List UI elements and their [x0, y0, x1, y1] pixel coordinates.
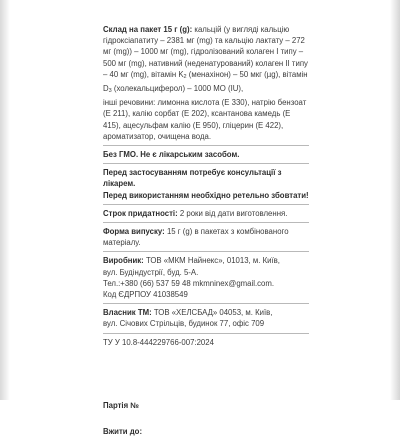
batch-number-row	[103, 400, 309, 411]
tm-owner-line-1	[103, 307, 309, 318]
excipients-paragraph: інші речовини: лимонна кислота (Е 330), натрію бензоат (Е 211), калію сорбат (Е 202), ксантанова камедь (Е 415), ацесульфам калію (Е 950), гліцерин (Е 422), ароматизатор, очищена вода.	[103, 98, 307, 141]
warning-shake-text: Перед використанням необхідно ретельно збовтати!	[103, 190, 309, 200]
technical-spec: ТУ У 10.8-444229766-007:2024	[103, 337, 214, 347]
manufacturer-code: Код ЄДРПОУ 41038549	[103, 290, 188, 300]
shelf-life	[103, 208, 309, 219]
release-form-value: 15 г (g) в пакетах з комбінованого матеріалу.	[103, 227, 289, 248]
batch-number-label: Партія №	[103, 400, 139, 410]
label-text-block	[103, 24, 309, 437]
composition-paragraph	[103, 24, 309, 97]
release-form	[103, 226, 309, 248]
manufacturer-address-2: вул. Будіндустрії, буд. 5-А.	[103, 267, 199, 277]
manufacturer-contacts: Тел.:+380 (66) 537 59 48 mkmninex@gmail.com.	[103, 278, 275, 288]
composition-text-2: (менахінон) – 50 мкг (µg), вітамін D	[103, 69, 308, 94]
manufacturer-line-1	[103, 255, 309, 266]
divider	[103, 163, 309, 164]
use-by-label: Вжити до:	[103, 427, 143, 437]
divider	[103, 222, 309, 223]
divider	[103, 333, 309, 334]
composition-text: кальцій (у вигляді кальцію гідроксіапатиту – 2381 мг (mg) та кальцію лактату – 272 мг (mg)) – 1000 мг (mg), гідролізований колаген І типу – 500 мг (mg), нативний (неденатурований) колаген II типу – 40 мг (mg), вітамін K	[103, 25, 308, 79]
shelf-life-value: 2 роки від дати виготовлення.	[179, 208, 288, 218]
vitamin-d3-subscript: 3	[108, 88, 112, 95]
warning-consult	[103, 167, 309, 189]
divider	[103, 145, 309, 146]
package-left-shadow	[0, 0, 10, 400]
use-by-row	[103, 426, 309, 437]
tm-owner-address-1: ТОВ «ХЕЛСБАД» 04053, м. Київ,	[153, 308, 273, 318]
tm-owner-address-2: вул. Січових Стрільців, будинок 77, офіс 709	[103, 319, 265, 329]
composition-text-3: (холекальциферол) – 1000 МО (IU),	[113, 84, 244, 94]
release-form-label: Форма випуску:	[103, 227, 165, 237]
gmo-statement	[103, 149, 309, 160]
tm-owner-label: Власник ТМ:	[103, 308, 152, 318]
manufacturer-label: Виробник:	[103, 256, 144, 266]
shelf-life-label: Строк придатності:	[103, 208, 178, 218]
gmo-text: Без ГМО. Не є лікарським засобом.	[103, 150, 240, 160]
warning-shake	[103, 190, 309, 201]
vitamin-k2-subscript: 2	[183, 73, 187, 80]
manufacturer-address-1: ТОВ «МКМ Найнекс», 01013, м. Київ,	[145, 256, 280, 266]
composition-label: Склад на пакет 15 г (g):	[103, 25, 193, 34]
divider	[103, 204, 309, 205]
warning-consult-text: Перед застосуванням потребує консультації з лікарем.	[103, 168, 282, 189]
package-right-shadow	[390, 0, 400, 400]
divider	[103, 251, 309, 252]
divider	[103, 303, 309, 304]
